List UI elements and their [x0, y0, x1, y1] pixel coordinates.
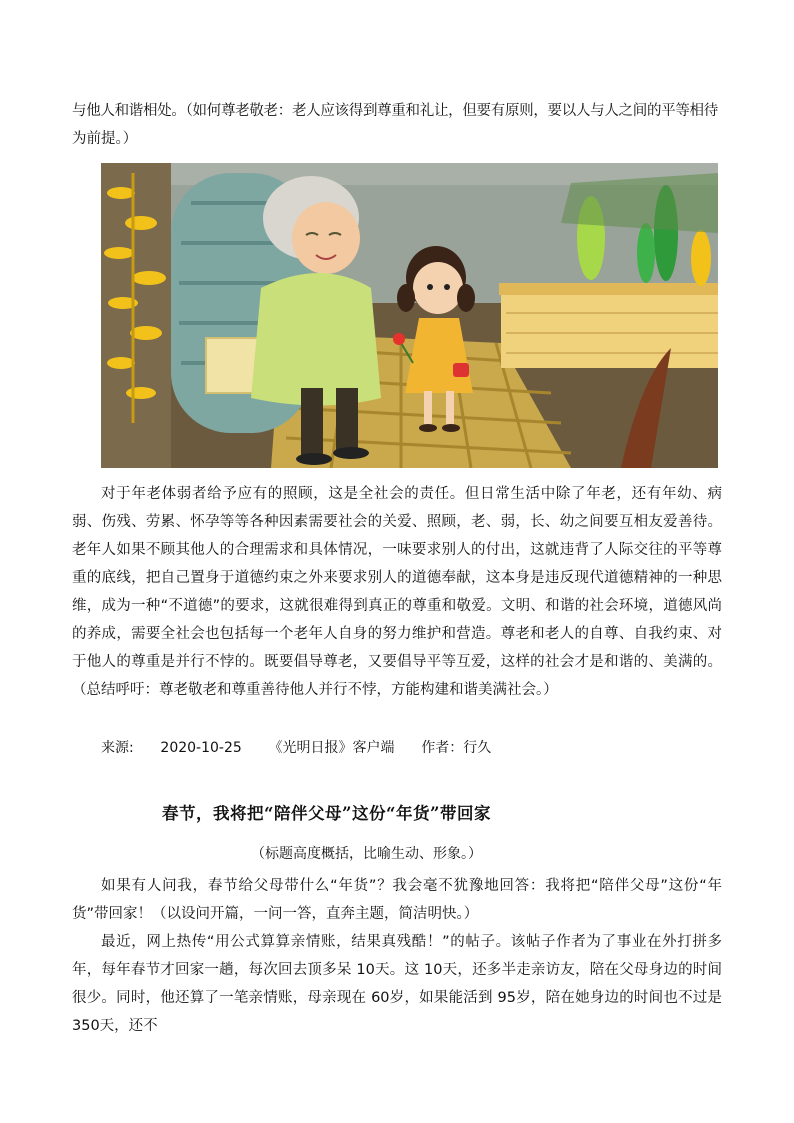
paragraph-intro-line-1: 与他人和谐相处。（如何尊老敬老：老人应该得到尊重和礼让，但要有原则，要以人与人之间的平等相待	[72, 103, 718, 119]
grandmother-girl-flower-illustration	[101, 163, 718, 468]
paragraph-story	[72, 928, 722, 1040]
source-date: 2020-10-25	[160, 740, 242, 756]
illustration-svg	[101, 163, 718, 468]
title-note: （标题高度概括，比喻生动、形象。）	[251, 846, 482, 862]
paragraph-question-text: 如果有人问我，春节给父母带什么“年货”？我会毫不犹豫地回答：我将把“陪伴父母”这份“年货”带回家！（以设问开篇，一问一答，直奔主题，简洁明快。）	[72, 878, 722, 922]
source-label: 来源:	[101, 740, 134, 756]
source-line	[101, 734, 491, 762]
article-title: 春节，我将把“陪伴父母”这份“年货”带回家	[162, 804, 491, 823]
paragraph-question	[72, 872, 722, 928]
paragraph-intro	[72, 97, 722, 153]
source-author: 作者：行久	[421, 740, 492, 756]
source-outlet: 《光明日报》客户端	[268, 740, 395, 756]
paragraph-story-text: 最近，网上热传“用公式算算亲情账，结果真残酷！”的帖子。该帖子作者为了事业在外打拼多年，每年春节才回家一趟，每次回去顶多呆 10天。这 10天，还多半走亲访友，陪在父母身边的时间很少。同时，他还算了一笔亲情账，母亲现在 60岁，如果能活到 95岁，陪在她身边的时间也不过是 350天，还不	[72, 934, 722, 1034]
paragraph-intro-line-2: 为前提。）	[72, 131, 138, 147]
paragraph-main	[72, 480, 722, 704]
paragraph-main-text: 对于年老体弱者给予应有的照顾，这是全社会的责任。但日常生活中除了年老，还有年幼、病弱、伤残、劳累、怀孕等等各种因素需要社会的关爱、照顾，老、弱，长、幼之间要互相友爱善待。老年人如果不顾其他人的合理需求和具体情况，一味要求别人的付出，这就违背了人际交往的平等尊重的底线，把自己置身于道德约束之外来要求别人的道德奉献，这本身是违反现代道德精神的一种思维，成为一种“不道德”的要求，这就很难得到真正的尊重和敬爱。文明、和谐的社会环境，道德风尚的养成，需要全社会也包括每一个老年人自身的努力维护和营造。尊老和老人的自尊、自我约束、对于他人的尊重是并行不悖的。既要倡导尊老，又要倡导平等互爱，这样的社会才是和谐的、美满的。（总结呼吁：尊老敬老和尊重善待他人并行不悖，方能构建和谐美满社会。）	[72, 486, 722, 698]
